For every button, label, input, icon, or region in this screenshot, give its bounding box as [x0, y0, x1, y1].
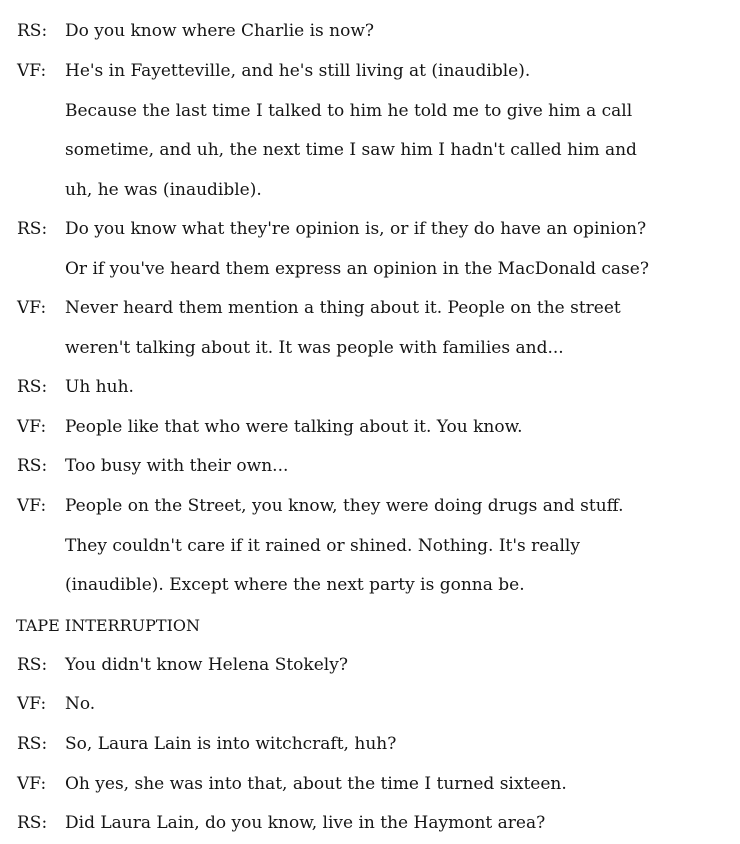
text-line: weren't talking about it. It was people with families and... [65, 337, 564, 358]
entry-text [65, 289, 621, 368]
text-line: Or if you've heard them express an opinion in the MacDonald case? [65, 258, 649, 279]
text-line: Because the last time I talked to him he told me to give him a call [65, 100, 633, 121]
text-line: People like that who were talking about it. You know. [65, 417, 523, 437]
speaker-label: RS: [17, 21, 48, 41]
note-text: TAPE INTERRUPTION [16, 616, 201, 635]
entry-text [65, 408, 523, 448]
text-line: People on the Street, you know, they were doing drugs and stuff. [65, 496, 624, 516]
entry-text [65, 765, 567, 805]
speaker-label: RS: [17, 219, 48, 239]
text-line: Do you know where Charlie is now? [65, 21, 375, 41]
speaker-label: VF: [17, 417, 47, 437]
entry-text [65, 725, 396, 765]
text-line: No. [65, 694, 96, 714]
text-line: uh, he was (inaudible). [65, 179, 262, 200]
text-line: They couldn't care if it rained or shined. Nothing. It's really [65, 535, 580, 556]
text-line: Oh yes, she was into that, about the time I turned sixteen. [65, 774, 567, 794]
text-line: Too busy with their own... [65, 456, 289, 476]
entry-text [65, 447, 288, 487]
speaker-label: RS: [17, 813, 48, 833]
entry-text [65, 52, 637, 210]
speaker-label: RS: [17, 655, 48, 675]
speaker-label: VF: [17, 496, 47, 516]
speaker-label: VF: [17, 61, 47, 81]
entry-text [65, 210, 649, 289]
text-line: He's in Fayetteville, and he's still living at (inaudible). [65, 61, 531, 81]
entry-text [65, 487, 624, 606]
entry-text [65, 685, 95, 725]
text-line: (inaudible). Except where the next party is gonna be. [65, 575, 525, 595]
speaker-label: VF: [17, 298, 47, 318]
text-line: Do you know what they're opinion is, or if they do have an opinion? [65, 219, 647, 239]
text-line: Never heard them mention a thing about it. People on the street [65, 298, 621, 318]
speaker-label: VF: [17, 774, 47, 794]
speaker-label: RS: [17, 377, 48, 397]
entry-text [65, 646, 348, 686]
text-line: sometime, and uh, the next time I saw him I hadn't called him and [65, 140, 637, 160]
text-line: So, Laura Lain is into witchcraft, huh? [65, 734, 397, 754]
entry-text [65, 12, 374, 52]
text-line: Uh huh. [65, 377, 134, 397]
speaker-label: RS: [17, 456, 48, 476]
speaker-label: VF: [17, 694, 47, 714]
speaker-label: RS: [17, 734, 48, 754]
text-line: You didn't know Helena Stokely? [65, 655, 348, 675]
entry-text [65, 368, 134, 408]
entry-text [65, 804, 545, 844]
text-line: Did Laura Lain, do you know, live in the Haymont area? [65, 813, 546, 833]
